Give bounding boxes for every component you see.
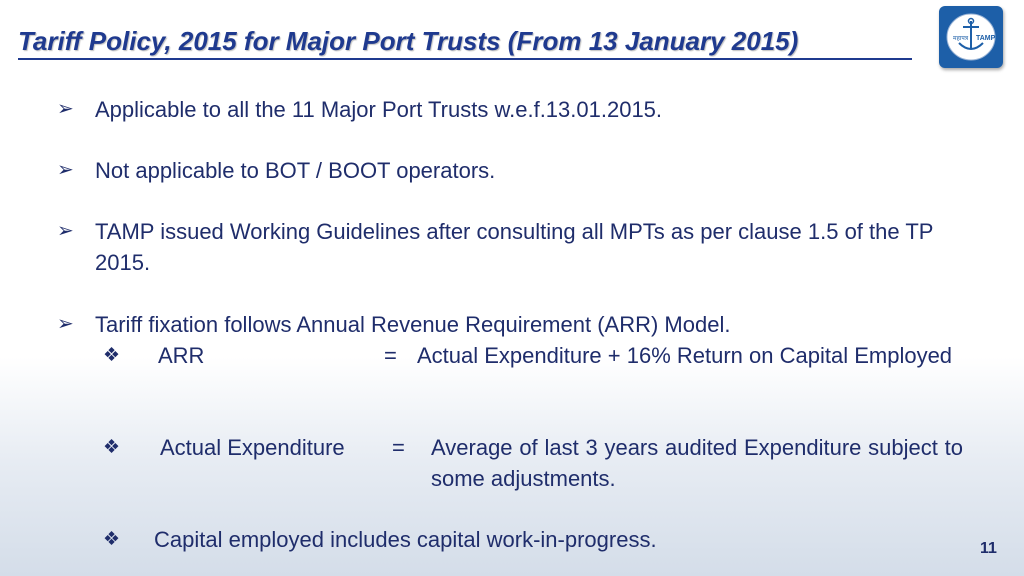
diamond-bullet-icon: ❖ [103,437,121,458]
actual-expenditure-definition: Average of last 3 years audited Expenditure subject to some adjustments. [431,435,963,491]
capital-employed-note: Capital employed includes capital work-in-progress. [154,527,657,552]
bullet-3: TAMP issued Working Guidelines after consulting all MPTs as per clause 1.5 of the TP 2015. [95,219,934,275]
logo-label-text: TAMP [976,35,996,42]
arrow-bullet-icon: ➢ [57,220,74,242]
bullet-1: Applicable to all the 11 Major Port Trusts w.e.f.13.01.2015. [95,97,663,122]
page-number: 11 [980,540,997,557]
arrow-bullet-icon: ➢ [57,313,74,335]
diamond-bullet-icon: ❖ [103,345,121,366]
tamp-anchor-logo-icon [946,13,996,61]
logo-hindi-text: महापत्र [953,35,969,42]
arr-definition: Actual Expenditure + 16% Return on Capital Employed [417,343,953,368]
tamp-logo [939,6,1003,68]
actual-expenditure-term: Actual Expenditure [160,435,345,460]
actual-expenditure-equals: = [392,435,405,460]
diamond-bullet-icon: ❖ [103,529,121,550]
arrow-bullet-icon: ➢ [57,98,74,120]
bullet-4: Tariff fixation follows Annual Revenue Requirement (ARR) Model. [95,312,731,337]
arrow-bullet-icon: ➢ [57,159,74,181]
bullet-2: Not applicable to BOT / BOOT operators. [95,158,496,183]
arr-equals: = [384,343,397,368]
arr-term: ARR [158,343,205,368]
slide-title: Tariff Policy, 2015 for Major Port Trusts (From 13 January 2015) [18,26,912,60]
